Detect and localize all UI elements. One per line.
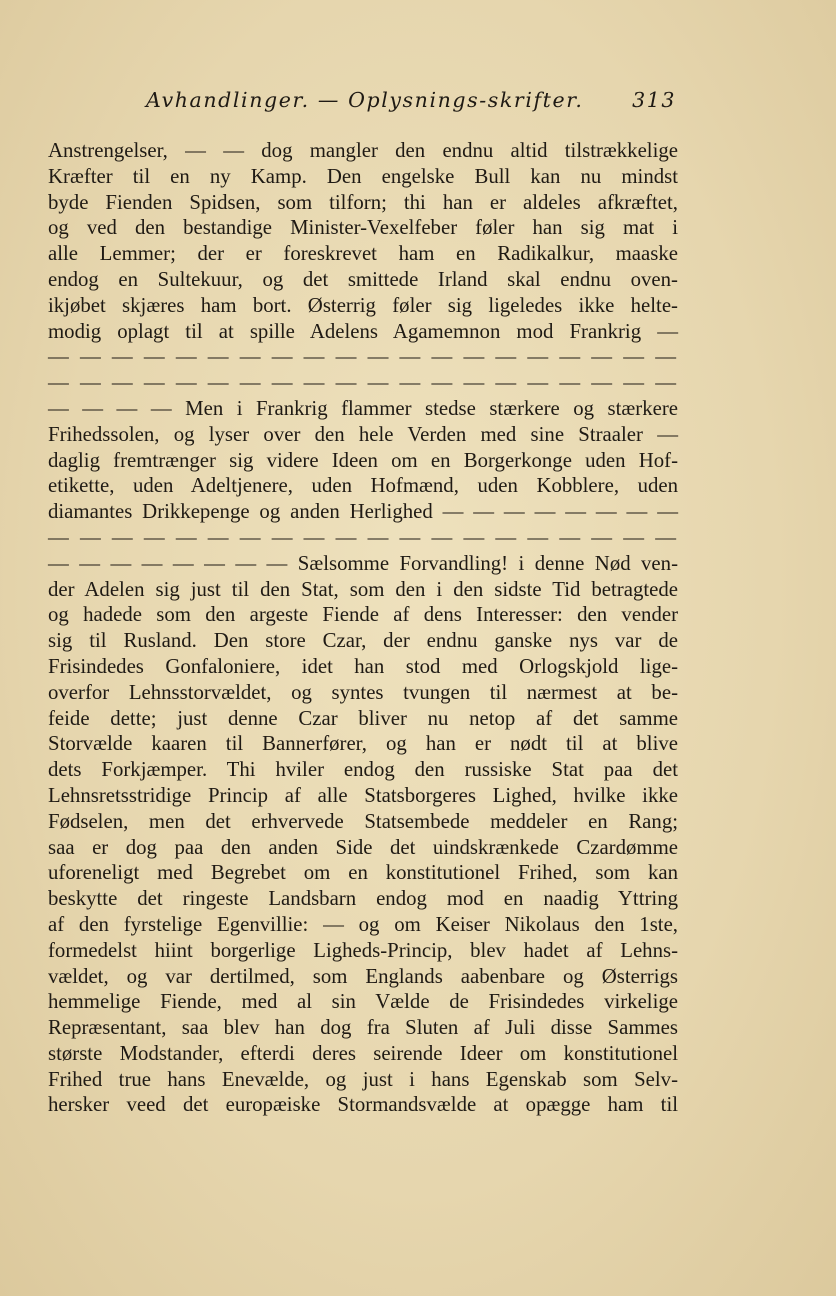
text-line: uforeneligt med Begrebet om en konstitutionel Frihed, som kan	[48, 861, 678, 885]
text-line: Storvælde kaaren til Bannerfører, og han er nødt til at blive	[48, 732, 678, 756]
text-line: sig til Rusland. Den store Czar, der endnu ganske nys var de	[48, 629, 678, 653]
running-head: Avhandlinger. — Oplysnings-skrifter.	[146, 88, 584, 112]
text-line: Anstrengelser, — — dog mangler den endnu altid tilstrækkelige	[48, 139, 678, 162]
text-line: dets Forkjæmper. Thi hviler endog den russiske Stat paa det	[48, 758, 678, 782]
text-line: ikjøbet skjæres ham bort. Østerrig føler sig ligeledes ikke helte-	[48, 293, 678, 317]
body-text	[48, 138, 678, 1118]
page-number: 313	[632, 88, 676, 112]
text-line: byde Fienden Spidsen, som tilforn; thi han er aldeles afkræftet,	[48, 190, 678, 214]
text-line: Frihed true hans Enevælde, og just i hans Egenskab som Selv-	[48, 1067, 678, 1091]
text-line: — — — — — — — — — — — — — — — — — — — —	[48, 525, 678, 549]
text-line: endog en Sultekuur, og det smittede Irland skal endnu oven-	[48, 267, 678, 291]
text-line: formedelst hiint borgerlige Ligheds-Princip, blev hadet af Lehns-	[48, 938, 678, 962]
paragraph	[48, 396, 678, 551]
text-line: Repræsentant, saa blev han dog fra Sluten af Juli disse Sammes	[48, 1016, 678, 1040]
text-line: Kræfter til en ny Kamp. Den engelske Bull kan nu mindst	[48, 164, 678, 188]
text-line: og ved den bestandige Minister-Vexelfeber føler han sig mat i	[48, 216, 678, 240]
text-line: af den fyrstelige Egenvillie: — og om Keiser Nikolaus den 1ste,	[48, 912, 678, 936]
text-line: overfor Lehnsstorvældet, og syntes tvungen til nærmest at be-	[48, 680, 678, 704]
text-line: hemmelige Fiende, med al sin Vælde de Frisindedes virkelige	[48, 990, 678, 1014]
text-line: største Modstander, efterdi deres seirende Ideer om konstitutionel	[48, 1041, 678, 1065]
text-line: Fødselen, men det erhvervede Statsembede meddeler en Rang;	[48, 809, 678, 833]
text-line: feide dette; just denne Czar bliver nu netop af det samme	[48, 706, 678, 730]
text-line: og hadede som den argeste Fiende af dens Interesser: den vender	[48, 603, 678, 627]
text-line: modig oplagt til at spille Adelens Agamemnon mod Frankrig —	[48, 319, 678, 343]
text-line: daglig fremtrænger sig videre Ideen om en Borgerkonge uden Hof-	[48, 448, 678, 472]
text-line: alle Lemmer; der er foreskrevet ham en Radikalkur, maaske	[48, 242, 678, 266]
text-line: Frihedssolen, og lyser over den hele Verden med sine Straaler —	[48, 422, 678, 446]
text-line: saa er dog paa den anden Side det uindskrænkede Czardømme	[48, 835, 678, 859]
text-line: vældet, og var dertilmed, som Englands aabenbare og Østerrigs	[48, 964, 678, 988]
text-line: hersker veed det europæiske Stormandsvælde at opægge ham til	[48, 1093, 678, 1117]
text-line: — — — — Men i Frankrig flammer stedse stærkere og stærkere	[48, 396, 678, 420]
page-header	[48, 86, 678, 120]
text-line: — — — — — — — — — — — — — — — — — — — —	[48, 345, 678, 369]
paragraph	[48, 138, 678, 396]
text-line: beskytte det ringeste Landsbarn endog mod en naadig Yttring	[48, 887, 678, 911]
text-line: Frisindedes Gonfaloniere, idet han stod med Orlogskjold lige-	[48, 654, 678, 678]
text-line: etikette, uden Adeltjenere, uden Hofmænd, uden Kobblere, uden	[48, 474, 678, 498]
text-line: — — — — — — — — — — — — — — — — — — — —	[48, 371, 678, 395]
text-line: Lehnsretsstridige Princip af alle Statsborgeres Lighed, hvilke ikke	[48, 783, 678, 807]
paragraph	[48, 551, 678, 1119]
text-line: diamantes Drikkepenge og anden Herlighed — — — — — — — —	[48, 500, 678, 524]
text-line: — — — — — — — — Sælsomme Forvandling! i denne Nød ven-	[48, 551, 678, 575]
text-line: der Adelen sig just til den Stat, som den i den sidste Tid betragtede	[48, 577, 678, 601]
